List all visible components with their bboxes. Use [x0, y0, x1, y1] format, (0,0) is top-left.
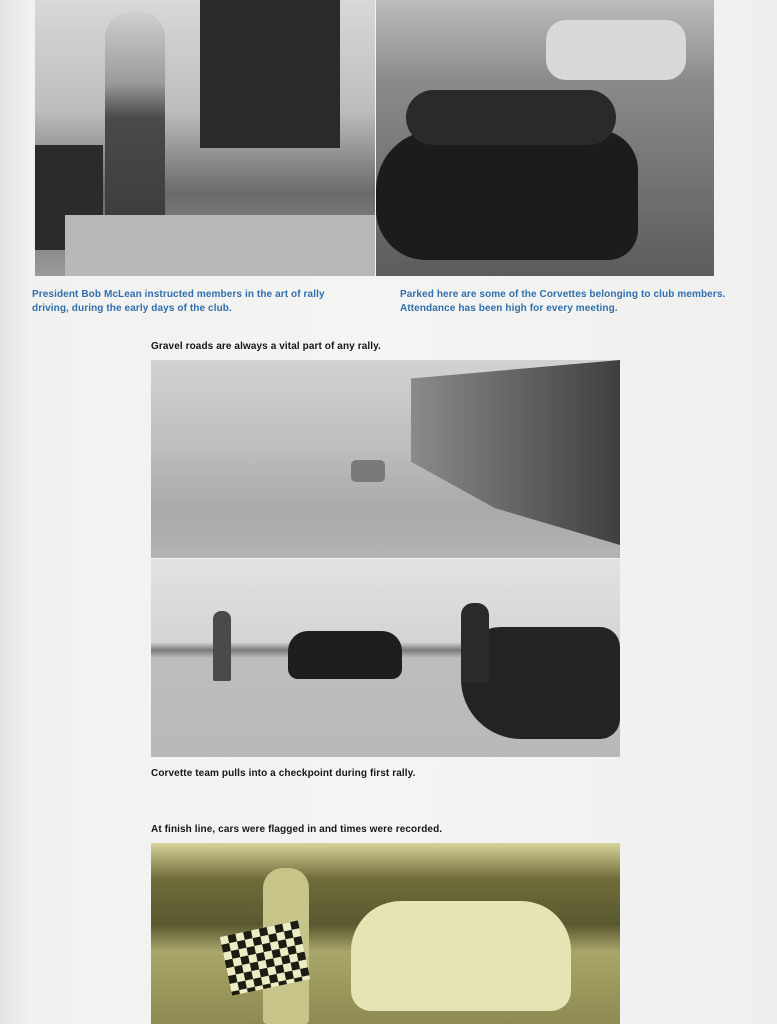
- photo-gravel-road: [151, 360, 620, 558]
- photo-checkpoint: [151, 559, 620, 757]
- caption-finish: At finish line, cars were flagged in and times were recorded.: [151, 824, 443, 835]
- caption-parked: Parked here are some of the Corvettes belonging to club members. Attendance has been high for every meeting.: [400, 289, 726, 314]
- man-standing: [461, 603, 489, 683]
- chalkboard: [200, 0, 340, 148]
- caption-president: President Bob McLean instructed members in the art of rally driving, during the early days of the club.: [32, 289, 325, 314]
- car-front: [376, 130, 638, 260]
- photo-parked-corvettes: [376, 0, 714, 276]
- corvette-white: [351, 901, 571, 1011]
- distant-car: [351, 460, 385, 482]
- table: [65, 215, 375, 276]
- car-middle: [406, 90, 616, 145]
- photo-president-instructing: [35, 0, 375, 276]
- caption-checkpoint: Corvette team pulls into a checkpoint during first rally.: [151, 768, 416, 779]
- caption-gravel: Gravel roads are always a vital part of any rally.: [151, 341, 381, 352]
- photo-finish-line: [151, 843, 620, 1024]
- car-row: [546, 20, 686, 80]
- man-left: [213, 611, 231, 681]
- tree-line: [411, 360, 620, 545]
- corvette-center: [288, 631, 402, 679]
- standing-man: [105, 12, 165, 247]
